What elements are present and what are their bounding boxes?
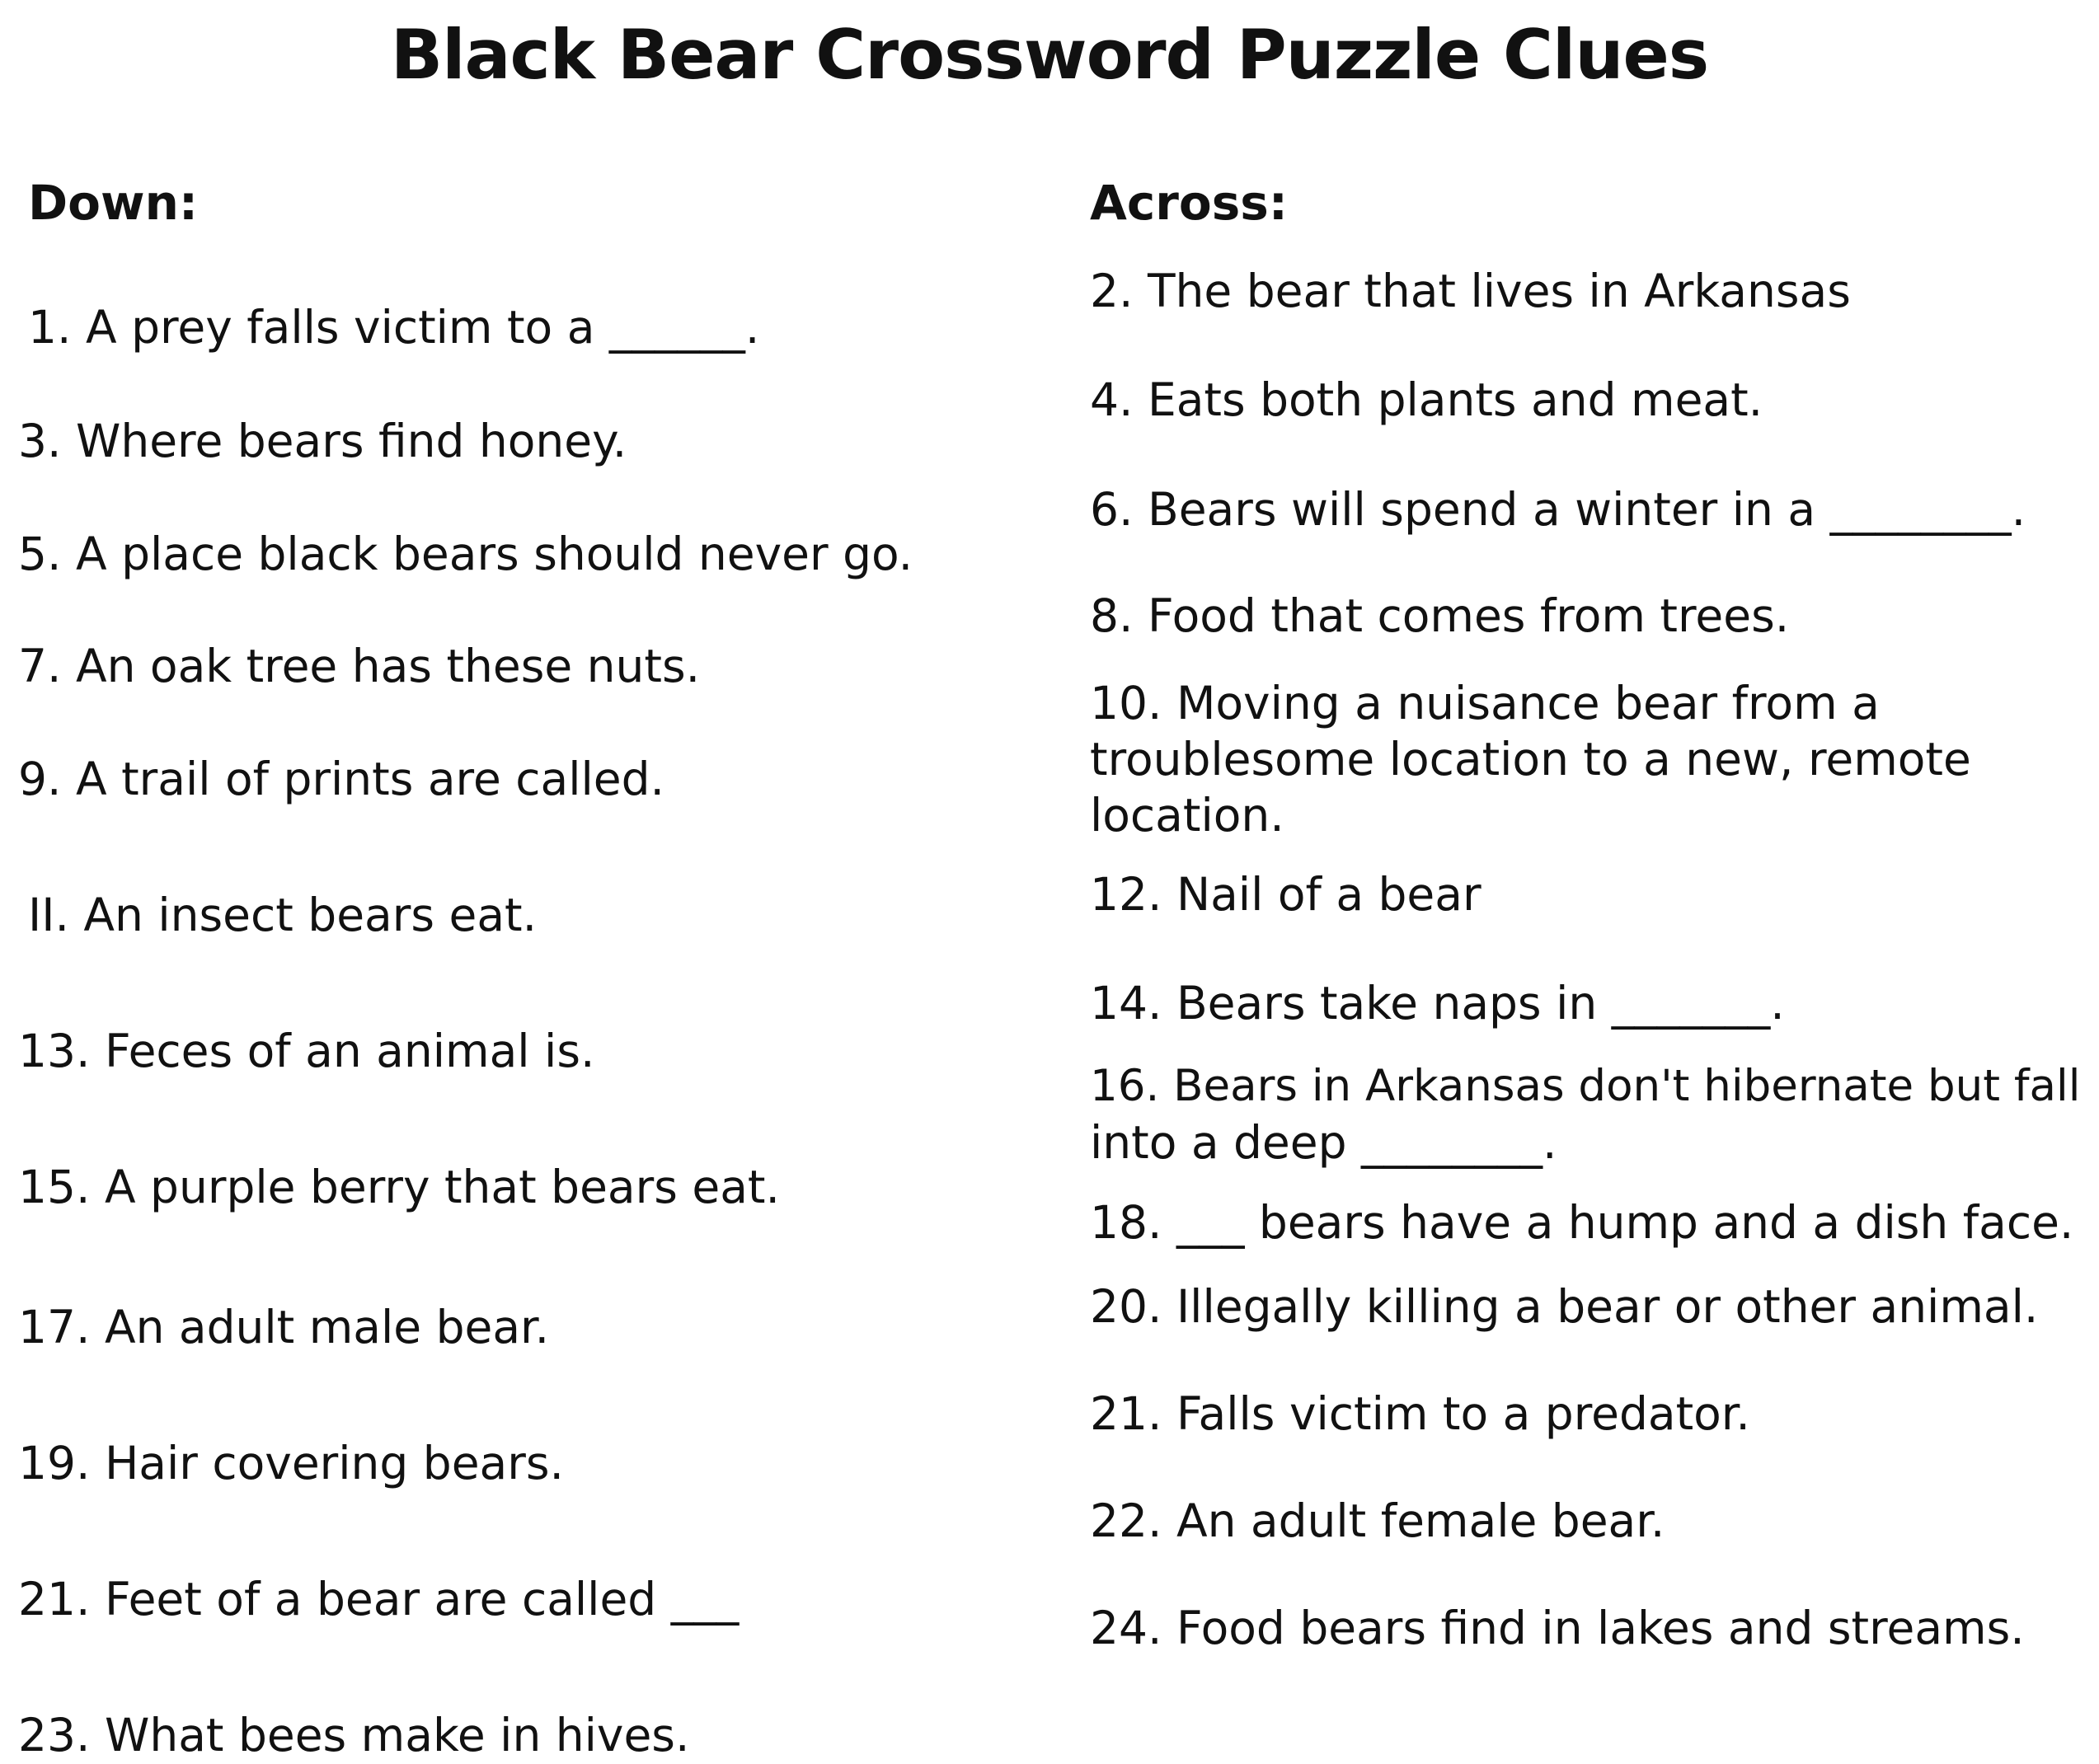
down-clue-3: 3. Where bears find honey. — [18, 415, 627, 467]
down-clue-19: 19. Hair covering bears. — [18, 1437, 565, 1490]
across-clue-14: 14. Bears take naps in _______. — [1090, 977, 1785, 1030]
down-clue-23: 23. What bees make in hives. — [18, 1709, 690, 1762]
across-clue-10-line-1: 10. Moving a nuisance bear from a — [1090, 677, 1880, 730]
down-clue-13: 13. Feces of an animal is. — [18, 1025, 595, 1077]
across-clue-10-line-3: location. — [1090, 789, 1284, 842]
across-heading: Across: — [1090, 175, 1288, 231]
across-clue-21: 21. Falls victim to a predator. — [1090, 1387, 1750, 1440]
across-clue-24: 24. Food bears find in lakes and streams. — [1090, 1602, 2025, 1654]
down-clue-11: II. An insect bears eat. — [28, 889, 538, 941]
across-clue-22: 22. An adult female bear. — [1090, 1494, 1665, 1547]
down-clue-17: 17. An adult male bear. — [18, 1301, 550, 1353]
across-clue-12: 12. Nail of a bear — [1090, 868, 1482, 921]
down-heading: Down: — [28, 175, 199, 231]
down-clue-7: 7. An oak tree has these nuts. — [18, 640, 701, 692]
across-clue-16-line-2: into a deep ________. — [1090, 1116, 1557, 1169]
across-clue-2: 2. The bear that lives in Arkansas — [1090, 265, 1851, 317]
across-clue-6: 6. Bears will spend a winter in a ________. — [1090, 483, 2026, 536]
page-title: Black Bear Crossword Puzzle Clues — [390, 15, 1709, 95]
across-clue-10-line-2: troublesome location to a new, remote — [1090, 733, 1971, 786]
across-clue-18: 18. ___ bears have a hump and a dish face. — [1090, 1196, 2074, 1249]
down-clue-21: 21. Feet of a bear are called ___ — [18, 1573, 740, 1626]
across-clue-8: 8. Food that comes from trees. — [1090, 589, 1790, 642]
down-clue-5: 5. A place black bears should never go. — [18, 528, 913, 580]
across-clue-4: 4. Eats both plants and meat. — [1090, 373, 1763, 426]
across-clue-16-line-1: 16. Bears in Arkansas don't hibernate but fall — [1090, 1061, 2081, 1111]
down-clue-15: 15. A purple berry that bears eat. — [18, 1161, 780, 1213]
across-clue-20: 20. Illegally killing a bear or other animal. — [1090, 1280, 2039, 1333]
down-clue-1: 1. A prey falls victim to a ______. — [28, 301, 760, 354]
down-clue-9: 9. A trail of prints are called. — [18, 753, 665, 805]
